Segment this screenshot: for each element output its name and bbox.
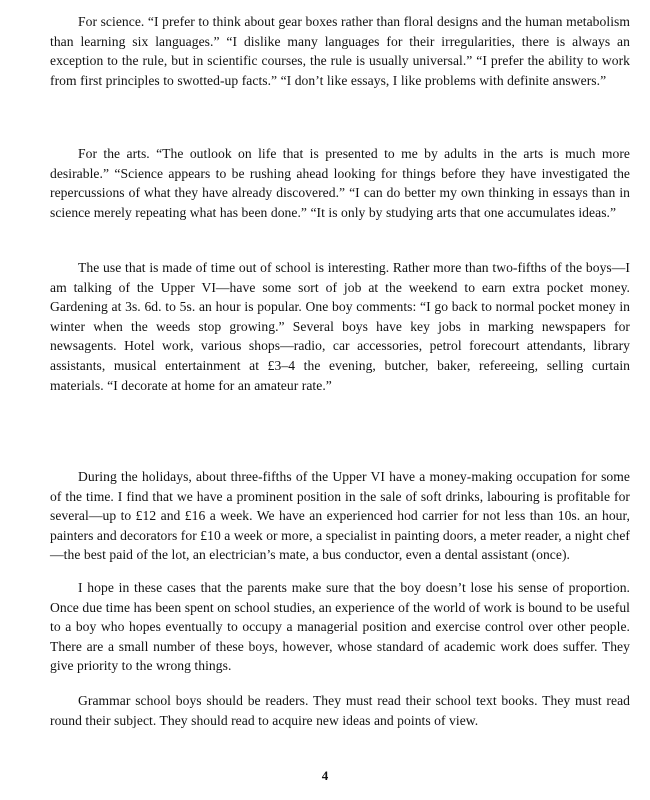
paragraph-sense-of-proportion: I hope in these cases that the parents make sure that the boy doesn’t lose his sense of proportion. Once due time has been spent on school studies, an experience of the world of work is bound to be useful to a boy who hopes eventually to occupy a managerial position and exercise control over other people. There are a small number of these boys, however, whose standard of academic work does suffer. They give priority to the wrong things. (50, 580, 630, 674)
paragraph-reading: Grammar school boys should be readers. They must read their school text books. They must read round their subject. They should read to acquire new ideas and points of view. (50, 693, 630, 728)
paragraph-holiday-jobs: During the holidays, about three-fifths of the Upper VI have a money-making occupation for some of the time. I find that we have a prominent position in the sale of soft drinks, labouring is profitable for several—up to £12 and £16 a week. We have an experienced hod carrier for not less than 10s. an hour, painters and decorators for £10 a week or more, a specialist in painting doors, a meter reader, a night chef—the best paid of the lot, an electrician’s mate, a bus conductor, even a dental assistant (once). (50, 469, 630, 563)
paragraph-weekend-jobs: The use that is made of time out of school is interesting. Rather more than two-fifths of the boys—I am talking of the Upper VI—have some sort of job at the weekend to earn extra pocket money. Gardening at 3s. 6d. to 5s. an hour is popular. One boy comments: “I go back to normal pocket money in winter when the weeds stop growing.” Several boys have key jobs in marking newspapers for newsagents. Hotel work, various shops—radio, car accessories, petrol forecourt attendants, library assistants, musical entertainment at £3–4 the evening, butcher, baker, refereeing, selling curtain materials. “I decorate at home for an amateur rate.” (50, 260, 630, 393)
page-number: 4 (321, 768, 329, 783)
paragraph-arts-quotes: For the arts. “The outlook on life that is presented to me by adults in the arts is much more desirable.” “Science appears to be rushing ahead looking for things before they have investigated the repercussions of what they have already discovered.” “I can do better my own thinking in essays than in science merely repeating what has been done.” “It is only by studying arts that one accumulates ideas.” (50, 146, 630, 220)
paragraph-science-quotes: For science. “I prefer to think about gear boxes rather than floral designs and the human metabolism than learning six languages.” “I dislike many languages for their irregularities, there is always an exception to the rule, but in scientific courses, the rule is usually universal.” “I prefer the ability to work from first principles to swotted-up facts.” “I don’t like essays, I like problems with definite answers.” (50, 14, 630, 88)
